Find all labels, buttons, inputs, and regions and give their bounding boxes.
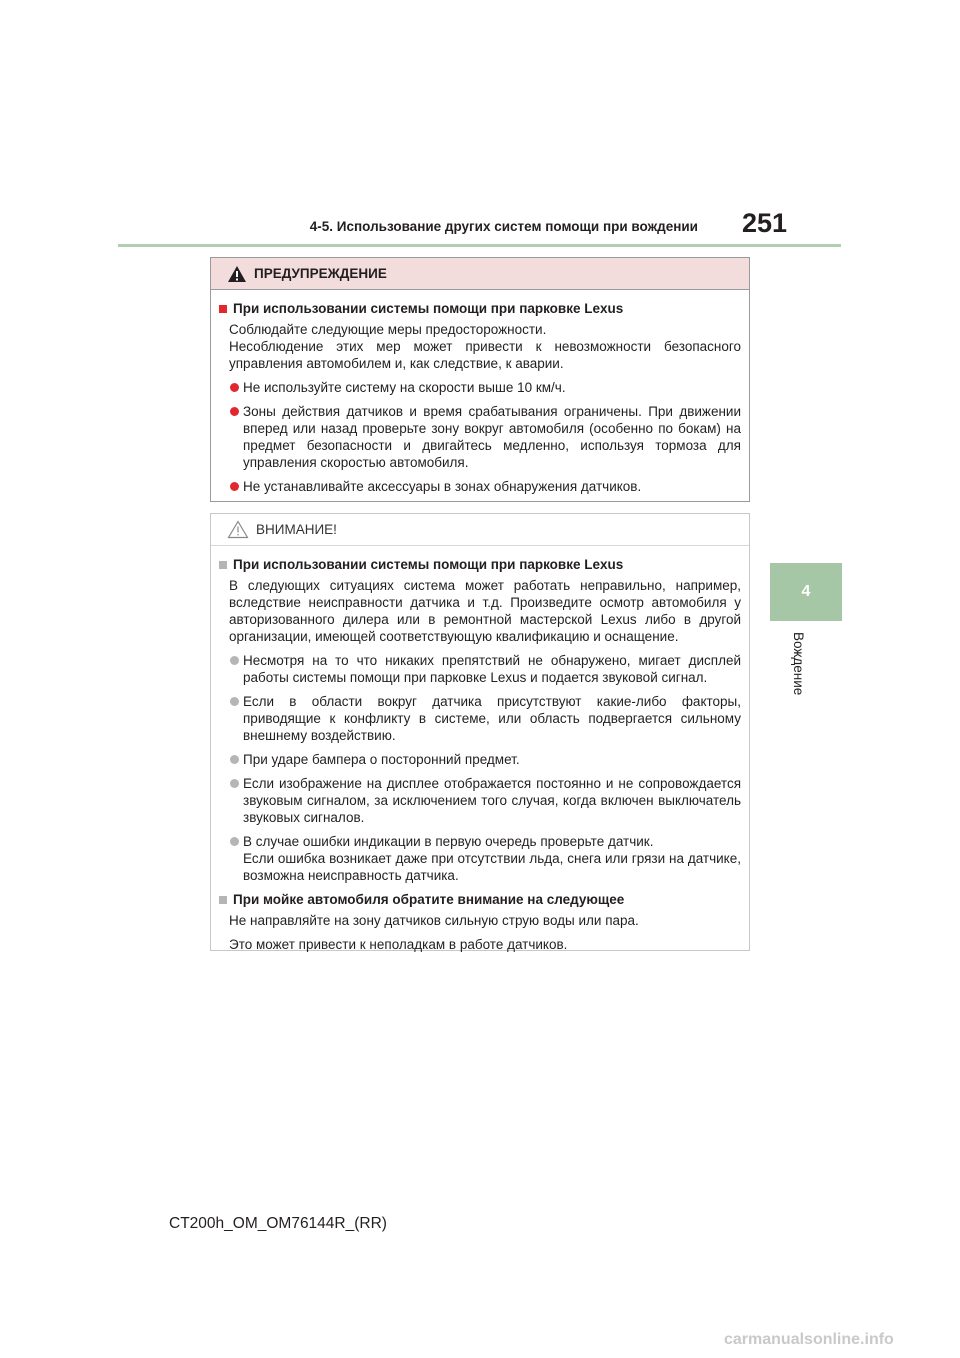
notice-subhead-text: При мойке автомобиля обратите внимание на следующее — [233, 892, 625, 907]
round-bullet-icon — [230, 407, 239, 416]
warning-intro-line: Соблюдайте следующие меры предосторожности. — [229, 322, 547, 337]
section-title: 4-5. Использование других систем помощи при вождении — [309, 219, 698, 234]
caution-triangle-icon — [227, 520, 249, 539]
notice-bullet-text: Если изображение на дисплее отображается постоянно и не сопровождается звуковым сигналом, за исключением того случая, когда включен выключатель звуковых сигналов. — [243, 776, 741, 825]
round-bullet-icon — [230, 697, 239, 706]
notice-subhead — [219, 556, 741, 573]
chapter-number: 4 — [801, 583, 811, 600]
chapter-label: Вождение — [791, 632, 806, 696]
warning-bullet — [219, 379, 741, 396]
square-bullet-icon — [219, 305, 227, 313]
notice-subhead-text: При использовании системы помощи при парковке Lexus — [233, 557, 624, 572]
notice-bullet — [219, 652, 741, 686]
notice-bullet — [219, 751, 741, 768]
notice-bullet — [219, 833, 741, 884]
header-divider — [118, 244, 841, 247]
notice-intro: В следующих ситуациях система может работать неправильно, например, вследствие неисправности датчика и т.д. Произведите осмотр автомобиля у авторизованного дилера или в ремонтной мастерской Lexus либо в другой организации, имеющей соответствующую квалификацию и оснащение. — [229, 578, 741, 644]
notice-wash-line: Не направляйте на зону датчиков сильную струю воды или пара. — [229, 913, 639, 928]
round-bullet-icon — [230, 779, 239, 788]
warning-bullet-text: Не используйте систему на скорости выше 10 км/ч. — [243, 380, 566, 395]
round-bullet-icon — [230, 837, 239, 846]
warning-bullet — [219, 478, 741, 495]
warning-triangle-icon — [227, 265, 247, 283]
square-bullet-icon — [219, 561, 227, 569]
warning-bullet — [219, 403, 741, 471]
round-bullet-icon — [230, 656, 239, 665]
watermark: carmanualsonline.info — [724, 1331, 894, 1348]
notice-box-title: ВНИМАНИЕ! — [256, 522, 337, 537]
square-bullet-icon — [219, 896, 227, 904]
notice-bullet-text: Если ошибка возникает даже при отсутствии льда, снега или грязи на датчике, возможна неисправность датчика. — [243, 851, 741, 883]
warning-intro — [219, 321, 741, 372]
chapter-tab — [770, 563, 842, 621]
warning-subhead — [219, 300, 741, 317]
warning-box-body — [211, 290, 749, 495]
notice-subhead — [219, 891, 741, 908]
notice-box-header — [211, 514, 749, 546]
notice-bullet — [219, 775, 741, 826]
warning-box-title: ПРЕДУПРЕЖДЕНИЕ — [254, 266, 387, 281]
notice-box — [210, 513, 750, 951]
round-bullet-icon — [230, 383, 239, 392]
warning-box-header — [211, 258, 749, 290]
warning-bullet-text: Зоны действия датчиков и время срабатывания ограничены. При движении вперед или назад проверьте зону вокруг автомобиля (особенно по бокам) на предмет безопасности и двигайтесь медленно, используя тормоза для управления скоростью автомобиля. — [243, 404, 741, 470]
notice-bullet — [219, 693, 741, 744]
document-code: CT200h_OM_OM76144R_(RR) — [169, 1215, 387, 1232]
notice-wash-line: Это может привести к неполадкам в работе датчиков. — [229, 937, 568, 952]
notice-bullet-text: При ударе бампера о посторонний предмет. — [243, 752, 520, 767]
notice-box-body — [211, 546, 749, 953]
notice-bullet-text: В случае ошибки индикации в первую очередь проверьте датчик. — [243, 834, 654, 849]
warning-intro-line: Несоблюдение этих мер может привести к невозможности безопасного управления автомобилем и, как следствие, к аварии. — [229, 339, 741, 371]
round-bullet-icon — [230, 755, 239, 764]
page-number: 251 — [742, 208, 788, 238]
notice-bullet-text: Несмотря на то что никаких препятствий не обнаружено, мигает дисплей работы системы помощи при парковке Lexus и подается звуковой сигнал. — [243, 653, 741, 685]
warning-bullet-text: Не устанавливайте аксессуары в зонах обнаружения датчиков. — [243, 479, 642, 494]
notice-bullet-text: Если в области вокруг датчика присутствуют какие-либо факторы, приводящие к конфликту в системе, или область подвергается сильному внешнему воздействию. — [243, 694, 741, 743]
warning-subhead-text: При использовании системы помощи при парковке Lexus — [233, 301, 624, 316]
warning-box — [210, 257, 750, 502]
round-bullet-icon — [230, 482, 239, 491]
